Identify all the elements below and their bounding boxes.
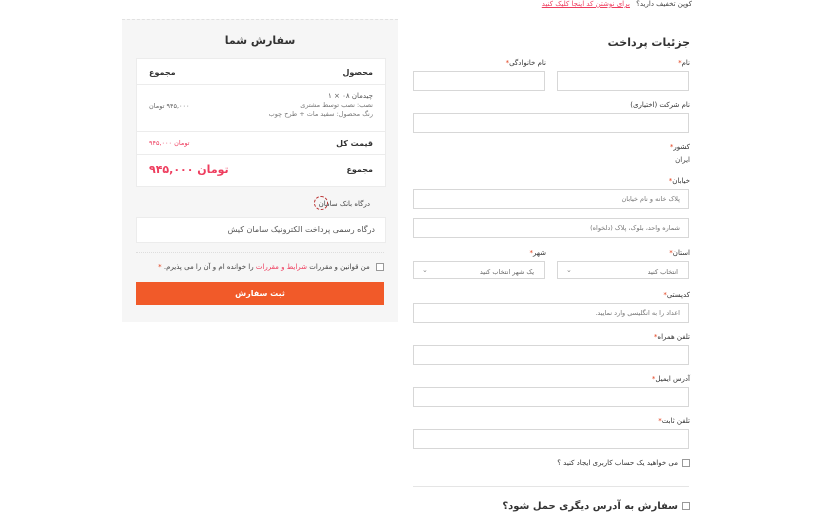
create-account-checkbox[interactable] [682, 459, 690, 467]
order-title: سفارش شما [224, 34, 296, 47]
country-label: کشور* [669, 143, 690, 151]
street-label: خیابان* [668, 177, 690, 185]
total-label: مجموع [346, 165, 373, 174]
place-order-button[interactable]: ثبت سفارش [136, 282, 384, 305]
city-label: شهر* [529, 249, 546, 257]
divider [137, 84, 385, 85]
mobile-label: تلفن همراه* [653, 333, 690, 341]
divider [136, 252, 384, 253]
create-account-label: می خواهید یک حساب کاربری ایجاد کنید ؟ [557, 459, 678, 467]
city-select-value: یک شهر انتخاب کنید [479, 268, 534, 276]
divider [413, 486, 689, 487]
coupon-question: کوپن تخفیف دارید؟ [636, 0, 692, 8]
gateway-description-text: درگاه رسمی پرداخت الکترونیک سامان کیش [227, 225, 375, 234]
item-meta-install: نصب: نصب توسط مشتری [300, 101, 373, 109]
create-account-row[interactable] [557, 459, 690, 467]
state-select[interactable] [557, 261, 689, 279]
last-name-input[interactable] [413, 71, 545, 91]
item-name: چیدمان ۰۸ × ۱ [328, 92, 373, 100]
street-input[interactable] [413, 189, 689, 209]
terms-text: من قوانین و مقررات [309, 263, 370, 271]
email-label: آدرس ایمیل* [651, 375, 690, 383]
postcode-input[interactable] [413, 303, 689, 323]
terms-link[interactable]: شرایط و مقررات [255, 263, 308, 271]
city-select[interactable] [413, 261, 545, 279]
col-product: محصول [342, 68, 373, 77]
subtotal-label: قیمت کل [336, 139, 373, 148]
chevron-down-icon: ⌄ [566, 266, 572, 274]
billing-title: جزئیات پرداخت [607, 36, 690, 49]
first-name-input[interactable] [557, 71, 689, 91]
postcode-label: کدپستی* [663, 291, 690, 299]
company-label: نام شرکت (اختیاری) [630, 101, 690, 109]
divider [137, 154, 385, 155]
coupon-link[interactable]: برای نوشتن کد اینجا کلیک کنید [541, 0, 630, 8]
street2-input[interactable] [413, 218, 689, 238]
phone-label: تلفن ثابت* [658, 417, 690, 425]
terms-row [156, 263, 384, 271]
item-price: ۹۴۵,۰۰۰ تومان [149, 102, 190, 110]
mobile-input[interactable] [413, 345, 689, 365]
saman-bank-logo-icon [314, 196, 328, 210]
chevron-down-icon: ⌄ [422, 266, 428, 274]
subtotal-value: ۹۴۵,۰۰۰ تومان [149, 139, 190, 147]
total-value: ۹۴۵,۰۰۰ تومان [149, 163, 229, 176]
order-summary-panel [122, 19, 398, 322]
first-name-label: نام* [678, 59, 690, 67]
required-mark: * [158, 263, 162, 271]
ship-different-row[interactable] [502, 501, 690, 512]
country-value: ایران [675, 156, 690, 164]
gateway-label: درگاه بانک سامان [318, 200, 370, 208]
coupon-notice [542, 0, 692, 8]
item-meta-color: رنگ محصول: سفید مات + طرح چوب [268, 110, 373, 118]
col-total: مجموع [149, 68, 176, 77]
order-table [136, 58, 386, 187]
ship-different-label: سفارش به آدرس دیگری حمل شود؟ [502, 501, 678, 512]
state-label: استان* [669, 249, 690, 257]
payment-method-saman[interactable] [136, 196, 384, 212]
gateway-description [136, 217, 386, 243]
phone-input[interactable] [413, 429, 689, 449]
terms-checkbox[interactable] [376, 263, 384, 271]
last-name-label: نام خانوادگی* [505, 59, 546, 67]
terms-text-end: را خوانده ام و آن را می پذیرم. [163, 263, 254, 271]
state-select-value: انتخاب کنید [647, 268, 678, 276]
email-input[interactable] [413, 387, 689, 407]
ship-different-checkbox[interactable] [682, 502, 690, 510]
company-input[interactable] [413, 113, 689, 133]
divider [137, 131, 385, 132]
